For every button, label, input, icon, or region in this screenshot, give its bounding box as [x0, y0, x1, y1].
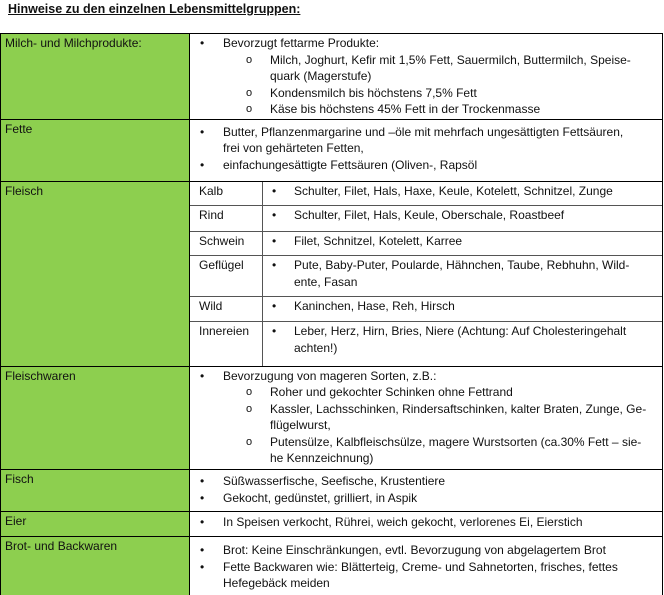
- bullet: •: [200, 543, 205, 557]
- list-item: Bevorzugung von mageren Sorten, z.B.:: [223, 369, 437, 383]
- subrow-label: Kalb: [199, 184, 224, 198]
- subrow-kalb: [190, 181, 663, 206]
- table-border-left: [0, 33, 1, 595]
- row-fisch: [0, 469, 663, 511]
- row-fleischwaren: [0, 366, 663, 469]
- row-divider: [0, 511, 663, 512]
- column-divider: [262, 181, 263, 205]
- bullet: •: [272, 258, 277, 272]
- list-item: Käse bis höchstens 45% Fett in der Trockenmasse: [270, 102, 541, 116]
- bullet: •: [200, 560, 205, 574]
- subrow-wild: [190, 296, 663, 322]
- content-brot: [190, 536, 663, 595]
- page-title: Hinweise zu den einzelnen Lebensmittelgruppen:: [8, 2, 301, 16]
- subrow-label: Wild: [199, 299, 223, 313]
- column-divider: [262, 255, 263, 296]
- list-item: frei von gehärteten Fetten,: [223, 141, 364, 155]
- category-fisch: Fisch: [0, 469, 190, 511]
- bullet: •: [200, 158, 205, 172]
- category-fleischwaren: Fleischwaren: [0, 366, 190, 469]
- sub-bullet: o: [246, 386, 253, 398]
- bullet: •: [200, 36, 205, 50]
- list-item: flügelwurst,: [270, 418, 331, 432]
- list-item: Gekocht, gedünstet, grilliert, in Aspik: [223, 491, 418, 505]
- list-item: Kassler, Lachsschinken, Rindersaftschinken, kalter Braten, Zunge, Ge-: [270, 402, 647, 416]
- content-fleischwaren: [190, 366, 663, 469]
- list-item: quark (Magerstufe): [270, 69, 372, 83]
- list-item: Kondensmilch bis höchstens 7,5% Fett: [270, 86, 477, 100]
- row-brot: [0, 536, 663, 595]
- category-brot: Brot- und Backwaren: [0, 536, 190, 595]
- bullet: •: [200, 474, 205, 488]
- subrow-label: Schwein: [199, 234, 245, 248]
- row-fleisch: [0, 181, 663, 366]
- list-item: he Kennzeichnung): [270, 451, 374, 465]
- row-divider: [0, 366, 663, 367]
- list-item: Bevorzugt fettarme Produkte:: [223, 36, 380, 50]
- bullet: •: [200, 369, 205, 383]
- column-divider: [262, 296, 263, 321]
- row-milch: [0, 33, 663, 119]
- subrow-label: Geflügel: [199, 258, 244, 272]
- list-item: Süßwasserfische, Seefische, Krustentiere: [223, 474, 446, 488]
- category-fette: Fette: [0, 119, 190, 181]
- subrow-schwein: [190, 231, 663, 256]
- content-milch: [190, 33, 663, 119]
- list-item: einfachungesättigte Fettsäuren (Oliven-, Rapsöl: [223, 158, 478, 172]
- list-item: Putensülze, Kalbfleischsülze, magere Wurstsorten (ca.30% Fett – sie-: [270, 435, 642, 449]
- list-item: Schulter, Filet, Hals, Haxe, Keule, Kotelett, Schnitzel, Zunge: [294, 184, 613, 198]
- table-border-right: [662, 33, 663, 595]
- subrow-rind: [190, 205, 663, 232]
- bullet: •: [200, 125, 205, 139]
- bullet: •: [272, 324, 277, 338]
- row-divider: [0, 536, 663, 537]
- list-item: Schulter, Filet, Hals, Keule, Oberschale, Roastbeef: [294, 208, 565, 222]
- content-fleisch: [190, 181, 663, 366]
- row-divider: [0, 119, 663, 120]
- subrow-label: Rind: [199, 208, 224, 222]
- list-item: Leber, Herz, Hirn, Bries, Niere (Achtung: Auf Cholesteringehalt: [294, 324, 627, 338]
- list-item: Butter, Pflanzenmargarine und –öle mit mehrfach ungesättigten Fettsäuren,: [223, 125, 624, 139]
- category-milch: Milch- und Milchprodukte:: [0, 33, 190, 119]
- sub-bullet: o: [246, 436, 253, 448]
- bullet: •: [272, 208, 277, 222]
- list-item: ente, Fasan: [294, 275, 358, 289]
- category-fleisch: Fleisch: [0, 181, 190, 366]
- list-item: Pute, Baby-Puter, Poularde, Hähnchen, Taube, Rebhuhn, Wild-: [294, 258, 630, 272]
- content-fisch: [190, 469, 663, 511]
- list-item: Kaninchen, Hase, Reh, Hirsch: [294, 299, 455, 313]
- sub-bullet: o: [246, 103, 253, 115]
- column-divider: [262, 321, 263, 366]
- bullet: •: [272, 184, 277, 198]
- table-border-top: [0, 33, 663, 34]
- list-item: achten!): [294, 341, 338, 355]
- subrow-label: Innereien: [199, 324, 250, 338]
- sub-bullet: o: [246, 403, 253, 415]
- row-divider: [0, 181, 663, 182]
- bullet: •: [272, 234, 277, 248]
- sub-bullet: o: [246, 54, 253, 66]
- list-item: Brot: Keine Einschränkungen, evtl. Bevorzugung von abgelagertem Brot: [223, 543, 606, 557]
- list-item: Fette Backwaren wie: Blätterteig, Creme- und Sahnetorten, frisches, fettes: [223, 560, 618, 574]
- list-item: In Speisen verkocht, Rührei, weich gekocht, verlorenes Ei, Eierstich: [223, 515, 583, 529]
- row-fette: [0, 119, 663, 181]
- list-item: Roher und gekochter Schinken ohne Fettrand: [270, 385, 513, 399]
- content-fette: [190, 119, 663, 181]
- column-divider: [262, 231, 263, 255]
- subrow-innereien: [190, 321, 663, 366]
- category-eier: Eier: [0, 511, 190, 536]
- list-item: Hefegebäck meiden: [223, 576, 330, 590]
- bullet: •: [272, 299, 277, 313]
- column-divider: [262, 205, 263, 231]
- sub-bullet: o: [246, 87, 253, 99]
- subrow-gefluegel: [190, 255, 663, 297]
- row-divider: [0, 469, 663, 470]
- list-item: Filet, Schnitzel, Kotelett, Karree: [294, 234, 463, 248]
- content-eier: [190, 511, 663, 536]
- bullet: •: [200, 515, 205, 529]
- bullet: •: [200, 491, 205, 505]
- list-item: Milch, Joghurt, Kefir mit 1,5% Fett, Sauermilch, Buttermilch, Speise-: [270, 53, 631, 67]
- row-eier: [0, 511, 663, 536]
